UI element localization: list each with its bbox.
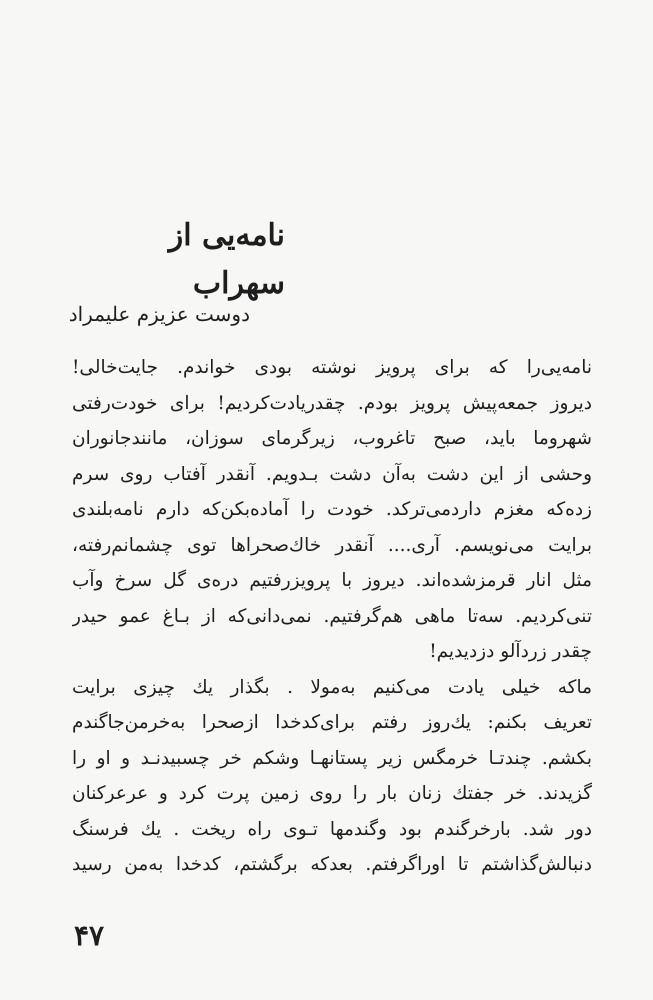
text-line: مثل انار قرمزشده‌اند. دیروز با پرویزرفتیم دره‌ی گل سرخ وآب xyxy=(72,570,592,591)
text-line: وحشی از این دشت به‌آن دشت بـدویم. آنقدر آفتاب روی سرم xyxy=(72,463,592,485)
text-line: نامه‌یی‌را که برای پرویز نوشته بودی خواندم. جایت‌خالی! xyxy=(72,357,592,378)
text-line: گزیدند. خر جفتك زنان بار را روی زمین پرت کرد و عرعرکنان xyxy=(72,783,592,804)
letter-body xyxy=(72,350,592,883)
text-line: ماکه خیلی یادت می‌کنیم به‌مولا . بگذار یك چیزی برایت xyxy=(72,676,592,698)
text-line: بکشم. چندتـا خرمگس زیر پستانهـا وشکم خر چسبیدنـد و او را xyxy=(72,747,592,769)
text-line: زده‌که مغزم داردمی‌ترکد. خودت را آماده‌بکن‌که دارم نامه‌بلندی xyxy=(72,499,592,520)
text-line: تعریف بکنم: یك‌روز رفتم برای‌کدخدا ازصحرا به‌خرمن‌جا‌گندم xyxy=(72,712,592,733)
text-line: تنی‌کردیم. سه‌تا ماهی هم‌گرفتیم. نمی‌دانی‌که از بـاغ عمو حیدر xyxy=(72,605,592,627)
page-number: ۴۷ xyxy=(74,919,105,952)
page-title: نامه‌یی از سهراب xyxy=(168,218,285,301)
text-line: دور شد. بارخرگندم بود وگندمها تـوی راه ریخت . یك فرسنگ xyxy=(72,818,592,840)
text-line: دیروز جمعه‌پیش پرویز بودم. چقدریادت‌کردیم! برای خودت‌رفتی xyxy=(72,392,592,414)
text-line: دنبالش‌گذاشتم تا اوراگرفتم. بعدکه برگشتم، کدخدا به‌من رسید xyxy=(72,854,592,875)
text-line: چقدر زردآلو دزدیدیم! xyxy=(429,641,592,662)
text-line: برایت می‌نویسم. آری.... آنقدر خاك‌صحراها توی چشمانم‌رفته، xyxy=(72,534,592,556)
text-line: شهروما باید، صبح تاغروب، زیرگرمای سوزان، مانندجانوران xyxy=(72,428,592,449)
letter-salutation: دوست عزیزم علیمراد xyxy=(68,302,250,326)
